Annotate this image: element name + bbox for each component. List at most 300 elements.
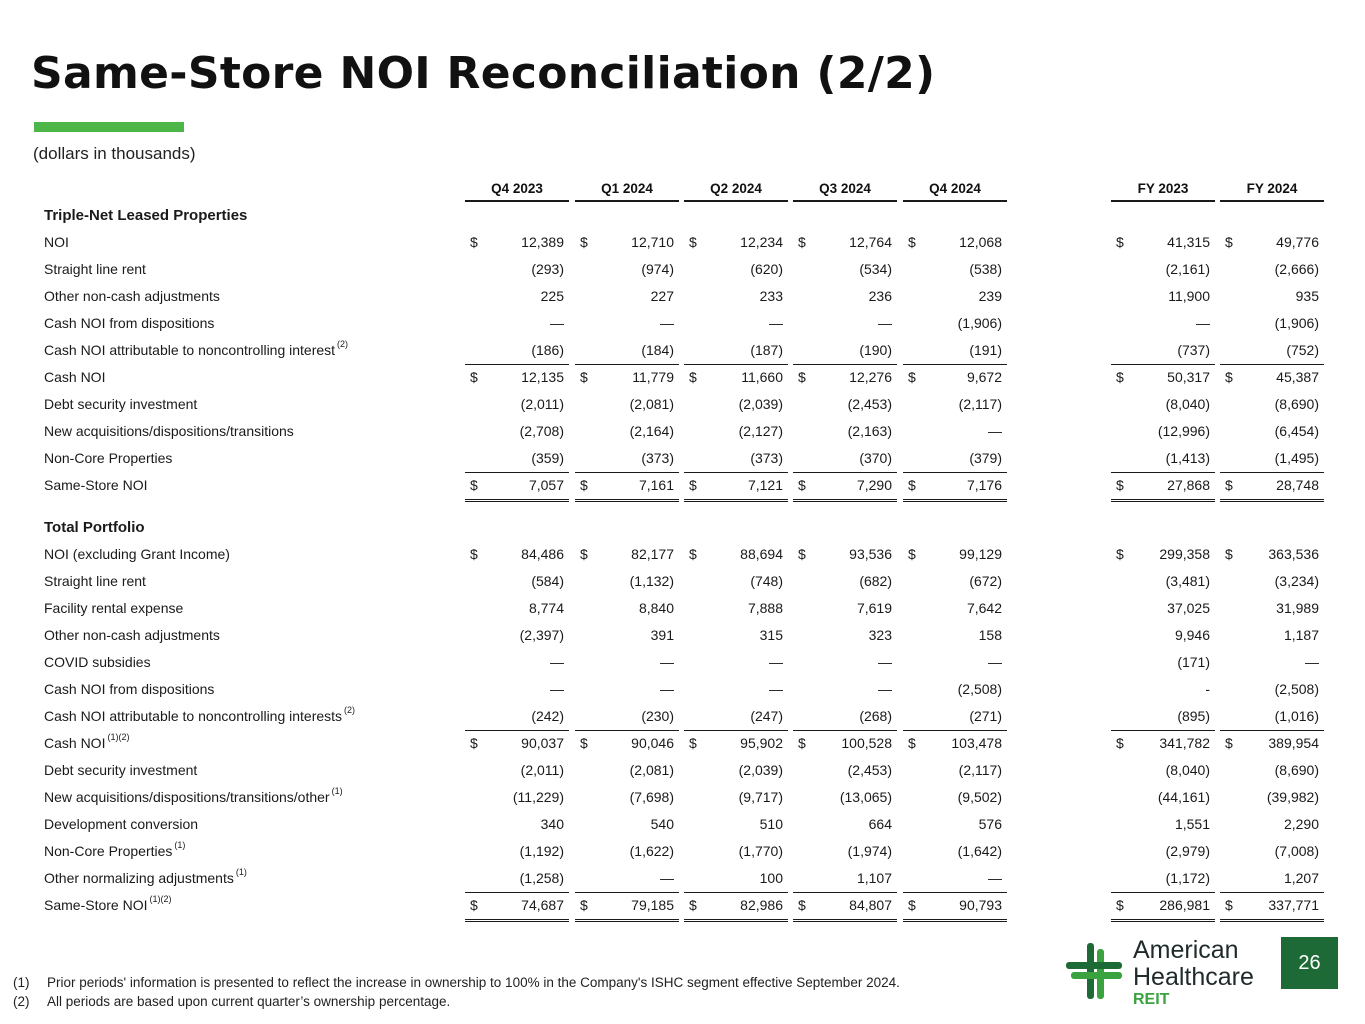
cell-value: — <box>769 681 783 697</box>
table-cell <box>575 310 679 337</box>
cell-value: 74,687 <box>521 897 564 913</box>
table-cell <box>793 892 897 922</box>
table-cell <box>684 757 788 784</box>
table-cell <box>903 757 1007 784</box>
dollar-sign: $ <box>798 735 806 751</box>
cell-value: 225 <box>540 288 564 304</box>
cell-value: 7,619 <box>856 600 892 616</box>
table-cell <box>684 676 788 703</box>
dollar-sign: $ <box>1225 735 1233 751</box>
cell-value: 7,057 <box>528 477 564 493</box>
cell-value: 315 <box>759 627 783 643</box>
table-cell <box>1111 472 1215 502</box>
cell-value: 12,764 <box>849 234 892 250</box>
row-label <box>44 546 230 562</box>
footnote-reference: (1) <box>174 840 186 850</box>
cell-value: — <box>660 870 674 886</box>
table-cell <box>1111 730 1215 757</box>
table-cell <box>793 472 897 502</box>
cell-value: 7,888 <box>747 600 783 616</box>
cell-value: (2,708) <box>519 423 564 439</box>
cell-value: (748) <box>750 573 783 589</box>
table-cell <box>575 595 679 622</box>
dollar-sign: $ <box>470 369 478 385</box>
row-label-text: Facility rental expense <box>44 600 184 616</box>
row-label-text: NOI <box>44 234 69 250</box>
row-label-text: Other normalizing adjustments <box>44 870 234 886</box>
cell-value: 340 <box>540 816 564 832</box>
cell-value: (1,495) <box>1274 450 1319 466</box>
table-cell <box>1111 229 1215 256</box>
dollar-sign: $ <box>908 735 916 751</box>
table-cell <box>465 838 569 865</box>
table-cell <box>465 865 569 893</box>
table-cell <box>575 364 679 391</box>
table-cell <box>575 784 679 811</box>
footnote-text: All periods are based upon current quarter’s ownership percentage. <box>47 994 451 1009</box>
table-cell <box>1220 283 1324 310</box>
cell-value: (370) <box>859 450 892 466</box>
table-cell <box>684 256 788 283</box>
table-cell <box>1111 649 1215 676</box>
table-cell <box>1111 541 1215 568</box>
footnote-reference: (1) <box>235 867 247 877</box>
row-label-text: Debt security investment <box>44 396 198 412</box>
cell-value: 31,989 <box>1276 600 1319 616</box>
footnote-reference: (1) <box>331 786 343 796</box>
cell-value: 8,840 <box>638 600 674 616</box>
dollar-sign: $ <box>470 897 478 913</box>
table-cell <box>465 649 569 676</box>
cell-value: (44,161) <box>1157 789 1210 805</box>
table-cell <box>903 568 1007 595</box>
cell-value: — <box>1196 315 1210 331</box>
table-cell <box>1220 730 1324 757</box>
table-row <box>0 472 1365 499</box>
cell-value: 82,177 <box>631 546 674 562</box>
table-cell <box>684 541 788 568</box>
cell-value: — <box>769 654 783 670</box>
row-label <box>44 894 172 913</box>
cell-value: (242) <box>531 708 564 724</box>
cell-value: (293) <box>531 261 564 277</box>
cell-value: 1,207 <box>1283 870 1319 886</box>
table-cell <box>465 703 569 731</box>
table-cell <box>684 622 788 649</box>
row-label <box>44 732 130 751</box>
row-label <box>44 816 198 832</box>
table-cell <box>793 622 897 649</box>
table-cell <box>465 892 569 922</box>
cell-value: (9,502) <box>957 789 1002 805</box>
row-label <box>44 261 146 277</box>
table-cell <box>684 283 788 310</box>
cell-value: 540 <box>650 816 674 832</box>
table-cell <box>1111 256 1215 283</box>
table-cell <box>465 811 569 838</box>
table-cell <box>1220 541 1324 568</box>
dollar-sign: $ <box>470 477 478 493</box>
dollar-sign: $ <box>798 546 806 562</box>
logo-text: REIT <box>1133 991 1170 1008</box>
row-label <box>44 234 69 250</box>
table-cell <box>903 472 1007 502</box>
table-cell <box>465 391 569 418</box>
dollar-sign: $ <box>1116 369 1124 385</box>
table-cell <box>903 676 1007 703</box>
table-cell <box>793 337 897 365</box>
cell-value: 103,478 <box>951 735 1002 751</box>
table-cell <box>684 445 788 473</box>
cell-value: (1,192) <box>519 843 564 859</box>
table-cell <box>793 838 897 865</box>
cell-value: — <box>660 315 674 331</box>
cell-value: 37,025 <box>1167 600 1210 616</box>
dollar-sign: $ <box>470 735 478 751</box>
cell-value: (1,622) <box>629 843 674 859</box>
table-row <box>0 892 1365 919</box>
dollar-sign: $ <box>689 477 697 493</box>
cell-value: 363,536 <box>1268 546 1319 562</box>
cell-value: (2,117) <box>958 762 1002 778</box>
cell-value: 12,276 <box>849 369 892 385</box>
cell-value: (186) <box>531 342 564 358</box>
dollar-sign: $ <box>1225 897 1233 913</box>
table-cell <box>793 364 897 391</box>
row-label-text: Straight line rent <box>44 261 146 277</box>
table-cell <box>903 418 1007 445</box>
table-cell <box>1111 784 1215 811</box>
cross-mark-icon <box>1066 943 1122 999</box>
row-label <box>44 315 214 331</box>
cell-value: (190) <box>859 342 892 358</box>
table-cell <box>793 649 897 676</box>
cell-value: (7,008) <box>1274 843 1319 859</box>
dollar-sign: $ <box>1225 546 1233 562</box>
title-accent-bar <box>34 122 184 132</box>
cell-value: 11,660 <box>741 369 783 385</box>
dollar-sign: $ <box>580 477 588 493</box>
table-cell <box>684 595 788 622</box>
row-label <box>44 681 214 697</box>
dollar-sign: $ <box>908 897 916 913</box>
section-header <box>0 202 1365 229</box>
table-cell <box>575 649 679 676</box>
dollar-sign: $ <box>908 234 916 250</box>
table-cell <box>465 229 569 256</box>
table-row <box>0 757 1365 784</box>
table-cell <box>1220 364 1324 391</box>
dollar-sign: $ <box>689 369 697 385</box>
cell-value: (584) <box>531 573 564 589</box>
cell-value: (538) <box>969 261 1002 277</box>
table-cell <box>684 892 788 922</box>
table-cell <box>575 418 679 445</box>
dollar-sign: $ <box>798 897 806 913</box>
cell-value: (6,454) <box>1274 423 1319 439</box>
row-label-text: Cash NOI from dispositions <box>44 681 215 697</box>
table-cell <box>684 784 788 811</box>
cell-value: 323 <box>868 627 892 643</box>
row-label-text: Cash NOI <box>44 369 106 385</box>
cell-value: — <box>550 681 564 697</box>
cell-value: 576 <box>978 816 1002 832</box>
cell-value: 7,176 <box>966 477 1002 493</box>
table-cell <box>1111 364 1215 391</box>
row-label <box>44 477 147 493</box>
cell-value: (1,642) <box>957 843 1002 859</box>
row-label <box>44 450 172 466</box>
table-cell <box>903 364 1007 391</box>
table-cell <box>1220 391 1324 418</box>
dollar-sign: $ <box>689 546 697 562</box>
row-label-text: Cash NOI attributable to noncontrolling interests <box>44 708 343 724</box>
table-cell <box>793 283 897 310</box>
dollar-sign: $ <box>580 369 588 385</box>
cell-value: (268) <box>859 708 892 724</box>
table-cell <box>684 391 788 418</box>
table-cell <box>684 568 788 595</box>
cell-value: (7,698) <box>629 789 674 805</box>
cell-value: 41,315 <box>1167 234 1210 250</box>
table-cell <box>793 391 897 418</box>
cell-value: — <box>769 315 783 331</box>
section-title: Triple-Net Leased Properties <box>44 207 248 224</box>
cell-value: 95,902 <box>740 735 783 751</box>
table-cell <box>1111 757 1215 784</box>
row-label-text: New acquisitions/dispositions/transitions <box>44 423 294 439</box>
cell-value: (9,717) <box>738 789 783 805</box>
column-header: Q2 2024 <box>684 181 788 202</box>
cell-value: 90,037 <box>521 735 564 751</box>
table-cell <box>1111 568 1215 595</box>
cell-value: (2,666) <box>1274 261 1319 277</box>
cell-value: 12,135 <box>521 369 564 385</box>
cell-value: (184) <box>641 342 674 358</box>
row-label <box>44 786 343 805</box>
cell-value: (8,690) <box>1274 396 1319 412</box>
dollar-sign: $ <box>470 546 478 562</box>
table-cell <box>465 472 569 502</box>
column-header: FY 2023 <box>1111 181 1215 202</box>
footnote-number: (1) <box>13 975 30 990</box>
cell-value: 12,234 <box>740 234 783 250</box>
cell-value: (2,127) <box>738 423 783 439</box>
dollar-sign: $ <box>689 735 697 751</box>
footnote-reference: (2) <box>337 339 349 349</box>
cell-value: (2,397) <box>519 627 564 643</box>
row-label-text: Cash NOI from dispositions <box>44 315 215 331</box>
table-cell <box>903 703 1007 731</box>
table-cell <box>465 256 569 283</box>
table-cell <box>465 757 569 784</box>
cell-value: (2,979) <box>1165 843 1210 859</box>
table-cell <box>1220 757 1324 784</box>
cell-value: 1,107 <box>856 870 892 886</box>
table-cell <box>1111 892 1215 922</box>
cell-value: (682) <box>859 573 892 589</box>
cell-value: (271) <box>969 708 1002 724</box>
dollar-sign: $ <box>689 234 697 250</box>
cell-value: (2,161) <box>1165 261 1210 277</box>
dollar-sign: $ <box>1116 735 1124 751</box>
cell-value: 7,161 <box>638 477 674 493</box>
table-cell <box>465 418 569 445</box>
table-cell <box>903 838 1007 865</box>
cell-value: (3,481) <box>1165 573 1210 589</box>
cell-value: 93,536 <box>849 546 892 562</box>
cell-value: — <box>878 315 892 331</box>
table-row <box>0 649 1365 676</box>
table-cell <box>1111 676 1215 703</box>
dollar-sign: $ <box>580 546 588 562</box>
table-cell <box>903 229 1007 256</box>
cell-value: (752) <box>1286 342 1319 358</box>
table-cell <box>1111 445 1215 473</box>
table-cell <box>903 892 1007 922</box>
cell-value: 7,121 <box>747 477 783 493</box>
table-cell <box>903 730 1007 757</box>
logo-text: Healthcare <box>1133 963 1254 991</box>
table-cell <box>575 568 679 595</box>
table-row <box>0 256 1365 283</box>
cell-value: (2,117) <box>958 396 1002 412</box>
table-cell <box>1220 892 1324 922</box>
cell-value: — <box>660 654 674 670</box>
table-cell <box>684 310 788 337</box>
cell-value: 158 <box>978 627 1002 643</box>
cell-value: 935 <box>1295 288 1319 304</box>
row-label <box>44 288 220 304</box>
table-cell <box>793 418 897 445</box>
table-cell <box>465 283 569 310</box>
cell-value: 389,954 <box>1268 735 1319 751</box>
table-cell <box>1220 811 1324 838</box>
cell-value: - <box>1205 681 1210 697</box>
table-cell <box>903 541 1007 568</box>
cell-value: 7,290 <box>856 477 892 493</box>
cell-value: 9,672 <box>966 369 1002 385</box>
table-row <box>0 730 1365 757</box>
cell-value: 11,779 <box>632 369 674 385</box>
table-cell <box>684 865 788 893</box>
row-label-text: Development conversion <box>44 816 199 832</box>
row-label <box>44 573 146 589</box>
table-cell <box>684 703 788 731</box>
table-cell <box>684 811 788 838</box>
table-cell <box>793 445 897 473</box>
dollar-sign: $ <box>908 546 916 562</box>
cell-value: (2,163) <box>847 423 892 439</box>
table-cell <box>903 865 1007 893</box>
cell-value: (2,081) <box>629 762 674 778</box>
table-cell <box>903 649 1007 676</box>
table-row <box>0 283 1365 310</box>
cell-value: 100 <box>759 870 783 886</box>
table-cell <box>1111 283 1215 310</box>
dollar-sign: $ <box>689 897 697 913</box>
table-cell <box>793 568 897 595</box>
cell-value: 11,900 <box>1168 288 1210 304</box>
cell-value: (2,508) <box>957 681 1002 697</box>
table-row <box>0 541 1365 568</box>
table-cell <box>1220 472 1324 502</box>
row-label-text: Straight line rent <box>44 573 146 589</box>
column-header: Q1 2024 <box>575 181 679 202</box>
table-cell <box>903 337 1007 365</box>
row-label-text: New acquisitions/dispositions/transitions/other <box>44 789 330 805</box>
company-logo <box>1066 938 1266 1013</box>
table-cell <box>903 283 1007 310</box>
table-cell <box>1111 418 1215 445</box>
column-header: Q4 2024 <box>903 181 1007 202</box>
row-label-text: Non-Core Properties <box>44 450 173 466</box>
row-label <box>44 423 294 439</box>
cell-value: 100,528 <box>841 735 892 751</box>
table-cell <box>465 676 569 703</box>
table-cell <box>903 256 1007 283</box>
table-cell <box>575 445 679 473</box>
dollar-sign: $ <box>1116 897 1124 913</box>
row-label <box>44 339 349 358</box>
cell-value: (2,453) <box>847 762 892 778</box>
table-cell <box>1111 811 1215 838</box>
cell-value: (1,906) <box>957 315 1002 331</box>
row-label <box>44 867 247 886</box>
cell-value: (1,906) <box>1274 315 1319 331</box>
table-row <box>0 418 1365 445</box>
table-cell <box>684 418 788 445</box>
table-cell <box>575 541 679 568</box>
footnote-reference: (1)(2) <box>107 732 130 742</box>
dollar-sign: $ <box>580 735 588 751</box>
table-row <box>0 568 1365 595</box>
table-row <box>0 622 1365 649</box>
table-cell <box>684 229 788 256</box>
row-label-text: Same-Store NOI <box>44 897 148 913</box>
table-cell <box>465 730 569 757</box>
table-cell <box>575 838 679 865</box>
table-cell <box>684 649 788 676</box>
cell-value: (379) <box>969 450 1002 466</box>
table-row <box>0 865 1365 892</box>
row-label-text: Cash NOI <box>44 735 106 751</box>
row-label-text: NOI (excluding Grant Income) <box>44 546 230 562</box>
dollar-sign: $ <box>908 369 916 385</box>
table-cell <box>1220 337 1324 365</box>
table-cell <box>903 595 1007 622</box>
table-cell <box>575 283 679 310</box>
table-cell <box>793 865 897 893</box>
cell-value: 99,129 <box>959 546 1002 562</box>
table-cell <box>793 811 897 838</box>
cell-value: — <box>988 870 1002 886</box>
cell-value: 233 <box>759 288 783 304</box>
cell-value: 9,946 <box>1174 627 1210 643</box>
cell-value: (230) <box>641 708 674 724</box>
table-cell <box>465 568 569 595</box>
table-row <box>0 229 1365 256</box>
cell-value: 12,710 <box>631 234 674 250</box>
table-cell <box>575 703 679 731</box>
table-cell <box>793 229 897 256</box>
dollar-sign: $ <box>1116 546 1124 562</box>
cell-value: (12,996) <box>1157 423 1210 439</box>
table-cell <box>903 622 1007 649</box>
cell-value: (2,508) <box>1274 681 1319 697</box>
cell-value: 2,290 <box>1283 816 1319 832</box>
cell-value: — <box>550 654 564 670</box>
